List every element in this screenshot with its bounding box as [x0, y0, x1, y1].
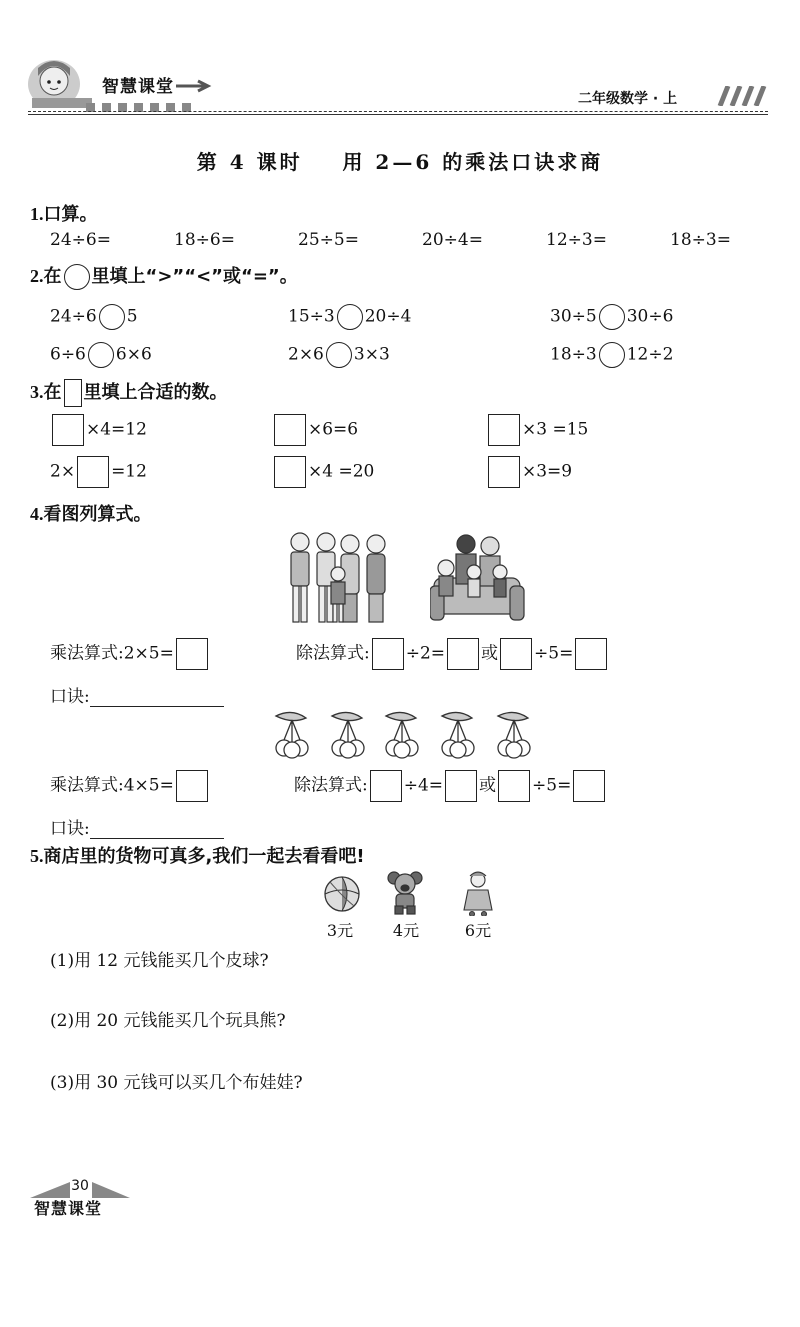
answer-box[interactable]	[52, 414, 84, 446]
q1-item: 24÷6=	[50, 230, 111, 250]
q2-heading: 2.在 里填上“>”“<”或“=”。	[30, 262, 298, 290]
q4-part1-rhyme: 口诀:	[50, 682, 224, 707]
answer-box[interactable]	[498, 770, 530, 802]
header-divider-solid	[28, 114, 768, 115]
q3-heading: 3.在 里填上合适的数。	[30, 378, 228, 407]
family-standing-illustration	[286, 528, 398, 630]
rhyme-answer-line[interactable]	[90, 688, 224, 707]
family-sofa-illustration	[430, 528, 530, 630]
doll-price: 6元	[464, 921, 492, 940]
box-blank-icon	[64, 379, 82, 407]
compare-circle[interactable]	[99, 304, 125, 330]
ball-price: 3元	[326, 921, 354, 940]
answer-box[interactable]	[176, 638, 208, 670]
q1-item: 12÷3=	[546, 230, 607, 250]
compare-circle[interactable]	[88, 342, 114, 368]
toy-bear-icon	[386, 870, 424, 920]
q3-row-2: 2× =12 ×4 =20 ×3=9	[50, 456, 770, 490]
q1-number: 1.	[30, 204, 44, 224]
header-logo-text: 智慧课堂	[102, 77, 174, 97]
header-slash-stripes	[712, 86, 768, 110]
answer-box[interactable]	[370, 770, 402, 802]
q5-question-1: (1)用 12 元钱能买几个皮球?	[50, 951, 269, 971]
grade-label: 二年级数学 · 上	[578, 91, 678, 107]
footer-logo-text: 智慧课堂	[34, 1199, 103, 1218]
q5-question-3: (3)用 30 元钱可以买几个布娃娃?	[50, 1073, 303, 1093]
q4-part2-rhyme: 口诀:	[50, 814, 224, 839]
answer-box[interactable]	[573, 770, 605, 802]
q4-part2-equations: 乘法算式:4×5= 除法算式: ÷4= 或 ÷5=	[50, 768, 770, 804]
q1-item: 20÷4=	[422, 230, 483, 250]
q4-heading: 4.看图列算式。	[30, 504, 152, 525]
ball-icon	[322, 874, 362, 918]
answer-box[interactable]	[500, 638, 532, 670]
answer-box[interactable]	[575, 638, 607, 670]
compare-circle[interactable]	[326, 342, 352, 368]
q2-row-1: 24÷6 5 15÷3 20÷4 30÷5 30÷6	[50, 304, 770, 334]
q4-part1-equations: 乘法算式:2×5= 除法算式: ÷2= 或 ÷5=	[50, 636, 770, 672]
rag-doll-icon	[460, 870, 496, 920]
rhyme-answer-line[interactable]	[90, 820, 224, 839]
bear-price: 4元	[392, 921, 420, 940]
q1-item: 18÷6=	[174, 230, 235, 250]
q1-item: 25÷5=	[298, 230, 359, 250]
q1-item: 18÷3=	[670, 230, 731, 250]
q5-heading: 5.商店里的货物可真多,我们一起去看看吧!	[30, 846, 365, 867]
compare-circle[interactable]	[599, 342, 625, 368]
q1-heading-text: 口算。	[43, 204, 98, 225]
answer-box[interactable]	[77, 456, 109, 488]
compare-circle[interactable]	[599, 304, 625, 330]
header-divider	[28, 111, 768, 112]
compare-circle[interactable]	[337, 304, 363, 330]
answer-box[interactable]	[445, 770, 477, 802]
circle-blank-icon	[64, 264, 90, 290]
header-arrow-icon	[176, 78, 212, 97]
q3-row-1: ×4=12 ×6=6 ×3 =15	[50, 414, 770, 448]
answer-box[interactable]	[447, 638, 479, 670]
q2-row-2: 6÷6 6×6 2×6 3×3 18÷3 12÷2	[50, 342, 770, 372]
answer-box[interactable]	[274, 456, 306, 488]
answer-box[interactable]	[488, 456, 520, 488]
answer-box[interactable]	[176, 770, 208, 802]
answer-box[interactable]	[372, 638, 404, 670]
page-title: 第 4 课时 用 2—6 的乘法口诀求商	[196, 150, 604, 174]
q1-heading	[30, 200, 98, 226]
cherries-illustration	[268, 710, 548, 766]
answer-box[interactable]	[488, 414, 520, 446]
answer-box[interactable]	[274, 414, 306, 446]
page-number: 30	[71, 1178, 89, 1194]
q5-question-2: (2)用 20 元钱能买几个玩具熊?	[50, 1011, 286, 1031]
